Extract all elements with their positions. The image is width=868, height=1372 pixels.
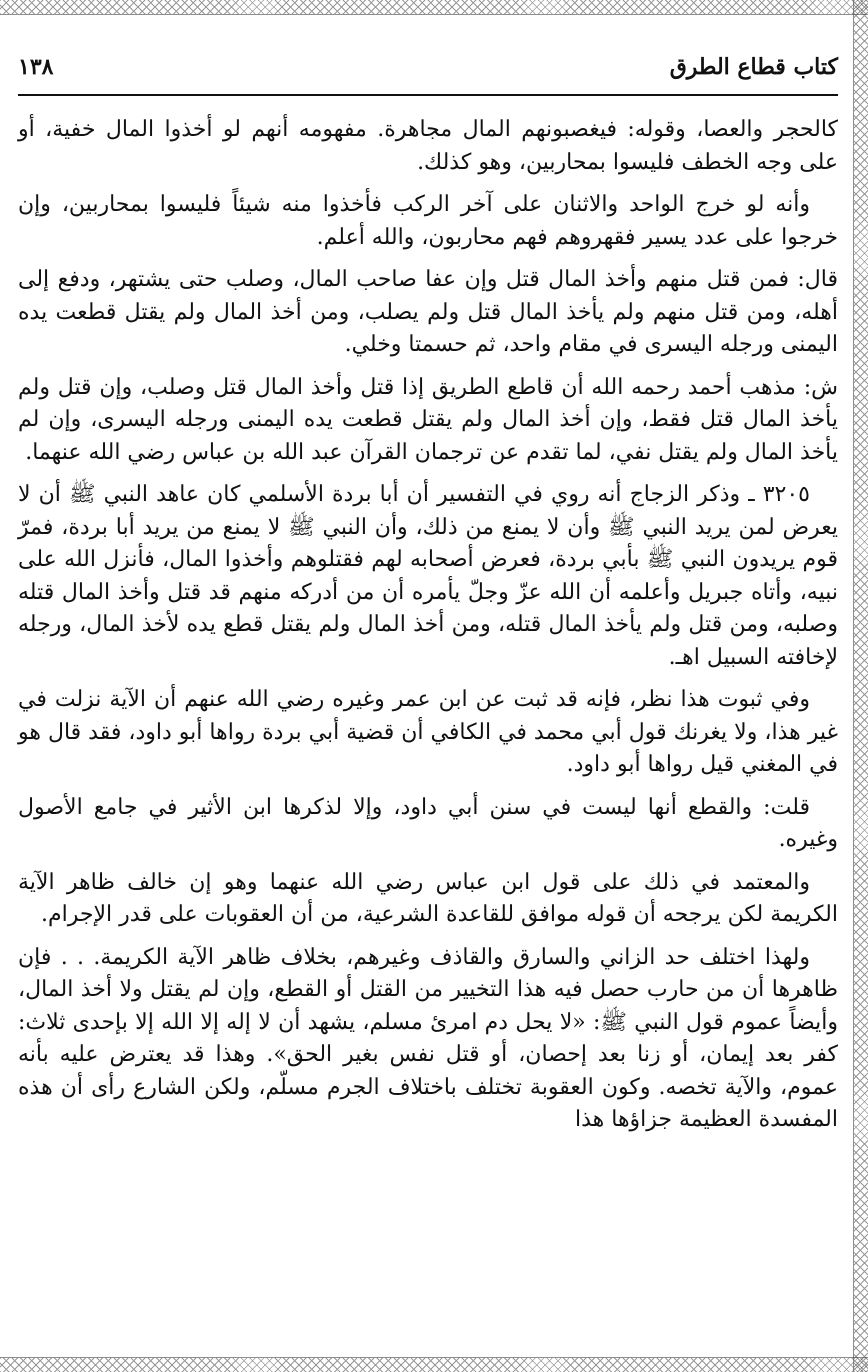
paragraph-5: ٣٢٠٥ ـ وذكر الزجاج أنه روي في التفسير أن أبا بردة الأسلمي كان عاهد النبي ﷺ أن لا يعرض لمن يريد النبي ﷺ وأن لا يمنع من ذلك، وأن النبي ﷺ لا يمنع من يريد أبا بردة، فمرّ قوم يريدون النبي ﷺ بأبي بردة، فعرض أصحابه لهم فقتلوهم وأخذوا المال، فأنزل الله على نبيه، وأتاه جبريل وأعلمه أن الله عزّ وجلّ يأمره أن من أدركه منهم قد قتل وأخذ المال قتله وصلبه، ومن قتل ولم يأخذ المال قتله، ومن أخذ المال ولم يقتل قطع يده لأخذ المال، ورجله لإخافته السبيل اهـ. — [18, 482, 838, 670]
paragraph-9: ولهذا اختلف حد الزاني والسارق والقاذف وغيرهم، بخلاف ظاهر الآية الكريمة. . . فإن ظاهرها أن من حارب حصل فيه هذا التخيير من القتل أو القطع، وإن لم يقتل ولا أخذ المال، وأيضاً عموم قول النبي ﷺ: «لا يحل دم امرئ مسلم، يشهد أن لا إله إلا الله إلا بإحدى ثلاث: كفر بعد إيمان، أو زنا بعد إحصان، أو قتل نفس بغير الحق». وهذا قد يعترض عليه بأنه عموم، والآية تخصه. وكون العقوبة تختلف باختلاف الجرم مسلّم، ولكن الشارع رأى أن هذه المفسدة العظيمة جزاؤها هذا — [18, 944, 838, 1132]
paragraph-1: كالحجر والعصا، وقوله: فيغصبونهم المال مجاهرة. مفهومه أنهم لو أخذوا المال خفية، أو على وجه الخطف فليسوا بمحاربين، وهو كذلك. — [18, 117, 838, 175]
decorative-border-bottom — [0, 1357, 868, 1372]
paragraph-2: وأنه لو خرج الواحد والاثنان على آخر الركب فأخذوا منه شيئاً فليسوا بمحاربين، وإن خرجوا على عدد يسير فقهروهم فهم محاربون، والله أعلم. — [18, 192, 838, 250]
paragraph-3: قال: فمن قتل منهم وأخذ المال قتل وإن عفا صاحب المال، وصلب حتى يشتهر، ودفع إلى أهله، ومن قتل منهم ولم يأخذ المال قتل ولم يصلب، ومن أخذ المال ولم يقتل قطعت يده اليمنى ورجله اليسرى في مقام واحد، ثم حسمتا وخلي. — [18, 267, 839, 357]
page-header — [18, 54, 838, 96]
decorative-border-top — [0, 0, 868, 15]
paragraph-8: والمعتمد في ذلك على قول ابن عباس رضي الله عنهما وهو إن خالف ظاهر الآية الكريمة لكن يرجحه أن قوله موافق للقاعدة الشرعية، من أن العقوبات على قدر الإجرام. — [18, 869, 838, 927]
paragraph-4: ش: مذهب أحمد رحمه الله أن قاطع الطريق إذا قتل وأخذ المال قتل وصلب، وإن قتل ولم يأخذ المال قتل فقط، وإن أخذ المال ولم يقتل قطعت يده اليمنى ورجله اليسرى، وإن لم يأخذ المال ولم يقتل نفي، لما تقدم عن ترجمان القرآن عبد الله بن عباس رضي الله عنهما. — [18, 374, 838, 465]
page-number: ١٣٨ — [18, 54, 54, 80]
decorative-border-right — [853, 0, 868, 1372]
book-title: كتاب قطاع الطرق — [669, 54, 838, 80]
paragraph-7: قلت: والقطع أنها ليست في سنن أبي داود، وإلا لذكرها ابن الأثير في جامع الأصول وغيره. — [18, 794, 838, 852]
page-body — [18, 114, 838, 1348]
paragraph-6: وفي ثبوت هذا نظر، فإنه قد ثبت عن ابن عمر وغيره رضي الله عنهم أن الآية نزلت في غير هذا، ولا يغرنك قول أبي محمد في الكافي أن قضية أبي بردة رواها أبو داود، فقد قال هو في المغني قيل رواها أبو داود. — [18, 687, 838, 777]
